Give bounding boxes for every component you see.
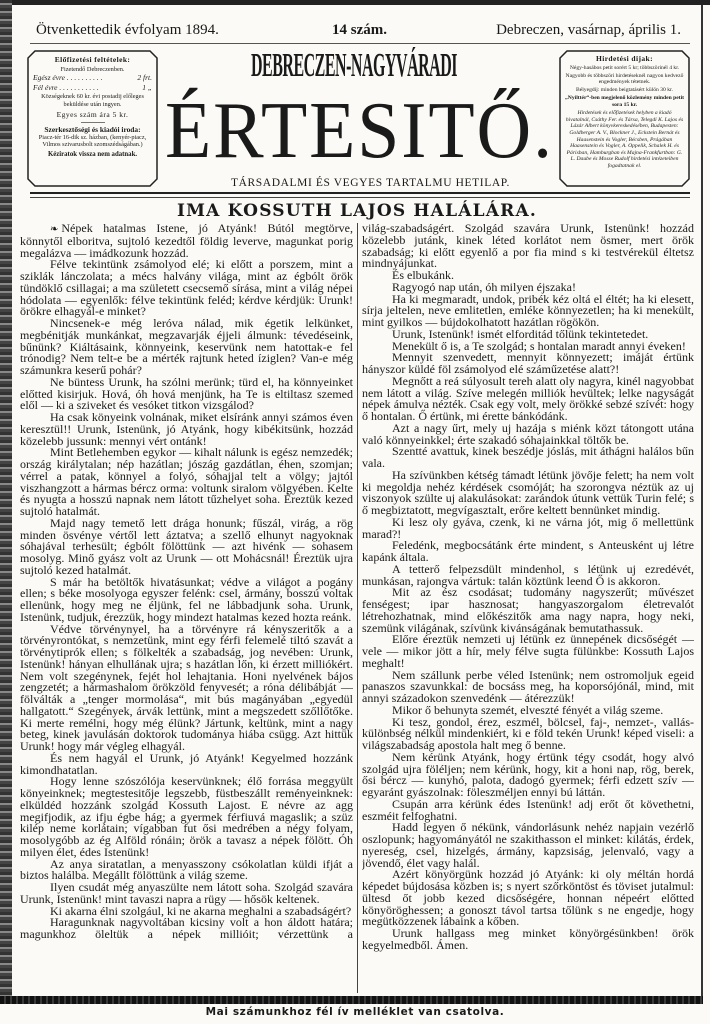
article-paragraph: A tetterő felpezsdült mindenhol, s létünk uj ezredévét, munkásan, rajongva vártuk: talán köztünk leend Ő is akkoron. bbox=[362, 561, 694, 588]
masthead-subtitle: TÁRSADALMI ÉS VEGYES TARTALMU HETILAP. bbox=[231, 177, 510, 189]
article-paragraph: Nincsenek-e még leróva nálad, mik égetik lelkünket, megbénitják munkánkat, megzavarják éjjeli álmunk: tévedéseink, bűnünk? Kiáltásaink, könnyeink, keservünk nem hatottak-e fel trónodig? Nem telt-e be a mérték rajtunk heted íziglen? Van-e még számunkra keserű pohár? bbox=[20, 316, 353, 377]
ads-line: Hirdetések és előfizetések helyben a kiadó hivatalnál, Csáthy Fer. és Társa, Telegdi K. Lajos és Lázár Albert könyvkereskedésében, Budapesten: Goldberger A. V., Blockner J., Eckstein Bernát és Haasenstein és Vogler, Bécsben, Prágában Haasenstein és Vogler, A. Oppelik, Schalek H. és Párisban, Hamburgban és Majna-Frankfurtban: G. L. Daube és Mosse Rudolf hirdetési intézeteiben fogadtatnak el. bbox=[565, 110, 684, 169]
decorative-left-border bbox=[0, 0, 12, 1000]
article-paragraph: Haragunknak nagyvoltában kicsiny volt a hon áldott határa; magunkhoz öleltük a népek millióit; vérzettünk a bbox=[20, 915, 353, 941]
article-paragraph: Urunk hallgass meg minket könyörgésünkben! örök kegyelmedből. Ámen. bbox=[362, 926, 694, 952]
ads-line: Bélyegdij: minden beigtatásért külön 30 kr. bbox=[576, 87, 673, 94]
masthead-double-rule bbox=[30, 192, 690, 198]
article-paragraph: világ-szabadságért. Szolgád szavára Urunk, Istenünk! hozzád közelebb jutánk, kinek léted korlátot nem ösmer, mert örök szabadság; ki előtt egyenlő a por fia mind s ki testvérekül éltetsz mindnyájunkat. bbox=[362, 223, 694, 271]
ads-line: Négy-hasábos petit sorért 5 kr; többszörinél 4 kr. bbox=[569, 64, 680, 71]
right-border bbox=[701, 5, 703, 1000]
article-paragraph: Csupán arra kérünk édes Istenünk! adj erőt őt követhetni, eszméit felfoghatni. bbox=[362, 796, 694, 823]
price-label: Fél évre . . . . . . . . . . . bbox=[33, 83, 99, 93]
article-paragraph: És elbukánk. bbox=[392, 268, 454, 282]
price-value: 1 „ bbox=[142, 83, 152, 93]
article-paragraph: Ha csak könyeink volnának, miket elsíránk annyi számos éven keresztül!! Urunk, Istenünk, jó Atyánk, hogy kibékitsünk, hozzád közelebb jussunk: mennyi vért ontánk! bbox=[20, 410, 353, 448]
payable-note: Fizetendő Debreczenben. bbox=[60, 65, 125, 73]
supplement-note: Mai számunkhoz fél ív melléklet van csatolva. bbox=[205, 1006, 505, 1018]
article-paragraph: Hogy lenne szószólója keservünknek; élő forrása meggyült könyeinknek; megtestesitője legszebb, füstbeszállt reményeinknek: elküldéd hozzánk szolgád Kossuth Lajost. E névre az agg megifjodik, az ifju égbe hág; a gyermek férfiuvá magaslik; a szüz kilép neme korlátain; vígabban fut ősi medrében a négy folyam, mosolygóbb az ég Alföld rónáin; örök a tavasz a népek fölött. Óh milyen élet, édes Istenünk! bbox=[20, 774, 353, 859]
article-paragraph: Hadd legyen ő nékünk, vándorlásunk nehéz napjain vezérlő oszlopunk; hagyományától ne szakithasson el minket: kilátás, érdek, nyereség, csel, hizelgés, ármány, kapzsiság, jelenvaló, vagy a jövendő, élet vagy halál. bbox=[362, 820, 694, 870]
price-value: 2 frt. bbox=[137, 73, 152, 83]
article-column-1 bbox=[20, 223, 353, 995]
manuscripts-note: Kéziratok vissza nem adatnak. bbox=[47, 150, 138, 158]
article-paragraph: Azt a nagy űrt, mely uj hazája s miénk közt tátongott utána való könnyeinkkel; érte szakadó sóhajainkkal töltők be. bbox=[362, 420, 694, 447]
office-heading: Szerkesztőségi és kiadói iroda: bbox=[44, 124, 141, 134]
single-copy-price: Egyes szám ára 5 kr. bbox=[56, 110, 129, 120]
price-row bbox=[33, 73, 152, 83]
fleuron-icon: ❧ bbox=[50, 224, 59, 235]
article-paragraph: Szentté avattuk, kinek beszédje jóslás, mit áthágni halálos bűn vala. bbox=[362, 444, 694, 470]
article-paragraph: Majd nagy temető lett drága honunk; fűszál, virág, a rög minden ösvénye vértől lett áztatva; a szellő elhunyt nagyoknak sóhajával terhesült; égbólt fölöttünk — azt hivénk — sohasem mosolyg. Minő gyász volt az Urunk — ott Mohácsnál! Éreztük ujra sujtoló kezed hatalmát. bbox=[20, 515, 353, 577]
article-paragraph: Megnőtt a reá súlyosult tereh alatt oly nagyra, kinél nagyobbat nem látott a világ. Szíve melegén milliók hevültek; lelke nagyságát népek ámulva nézték. Csak egy volt, mely örökké sebzé szívét: hogy ő hontalan. Ő értünk, mi érette bánkódánk. bbox=[362, 373, 694, 423]
advertising-rates-box bbox=[559, 50, 690, 187]
article-paragraph: Nem szállunk perbe véled Istenünk; nem ostromoljuk egeid panaszos szavunkkal: de bocsáss meg, ha koporsójónál, mind, mit annyi századokon szenvedénk — átérezzük! bbox=[362, 667, 694, 705]
article-paragraph bbox=[20, 223, 353, 259]
paragraph-text: Népek hatalmas Istene, jó Atyánk! Bútól megtörve, könnytől elboritva, sujtoló kezedtől földig leverve, magunkat porig megalázva — imádkozunk hozzád. bbox=[20, 223, 353, 260]
article-paragraph: S már ha betöltők hivatásunkat; védve a világot a pogány ellen; s béke mosolyoga egyszer felénk: csel, ármány, bosszú voltak ellenünk, hogy meg ne éljünk, fel ne lábbadjunk soha. Urunk, Istenünk, tudjuk, érezzük, hogy mindezt hatalmas kezed hozta reánk. bbox=[20, 574, 353, 624]
postage-note: Községeknek 60 kr. évi postadij előleges beküldése után ingyen. bbox=[41, 93, 144, 108]
divider bbox=[81, 122, 105, 123]
top-border bbox=[0, 0, 710, 5]
price-label: Egész évre . . . . . . . . . . bbox=[33, 73, 103, 83]
ads-line: Nagyobb és többszöri hirdetéseknél nagyon kedvező engedmények tétetnek. bbox=[565, 72, 684, 86]
article-paragraph: Félve tekintünk zsámolyod elé; ki előtt a porszem, mint a sziklák lánczolata; a mécs halvány világa, mint az égbólt örök tündöklő csillagai; a ma született csecsemő sírása, mint a világ népei hódolata — egyenlők: félve tekintünk feléd; kérdve kérdjük: Urunk! örökre elhagyál-e minket? bbox=[20, 257, 353, 319]
masthead-line1: DEBRECZEN-NAGYVÁRADI bbox=[251, 47, 458, 84]
volume-year: Ötvenkettedik évfolyam 1894. bbox=[36, 22, 219, 38]
article-paragraph: Az anya siratatlan, a menyasszony csókolatlan küldi ifját a biztos halálba. Megállt fölöttünk a világ szeme. bbox=[20, 856, 353, 883]
subscription-box bbox=[27, 50, 158, 187]
article-paragraph: Mint Betlehemben egykor — kihalt nálunk is egész nemzedék; ország királytalan; nép hazátlan; jószág gazdátlan, éhen, szomjan; vérrel a patak, könnyel a folyó, sóhajjal telt a völgy; jajtól viszhangzott a hármas bércz orma: voltunk siralom völgyében. Kelte és nyugta a hosszú napnak nem látott tűzhelyet soha. Éreztük kezed sujtoló hatalmát. bbox=[20, 445, 353, 518]
ads-heading: Hirdetési dijak: bbox=[595, 54, 654, 63]
article-paragraph: Mennyit szenvedett, mennyit könnyezett; imáját értünk hányszor küldé föl zsámolyod elé száműzetése alatt?! bbox=[362, 350, 694, 376]
article-paragraph: Ha szívünkben kétség támadt létünk jövője felett; ha nem volt ki megoldja nehéz kérdések csomóját; ha szorongva néztük az uj viszonyok szülte uj alakulásokat: zarándok útunk vettük Turin felé; s ő megbiztatott, megvígasztalt, erőre keltett bennünket mindig. bbox=[362, 467, 694, 517]
article-paragraph: Ilyen csudát még anyaszülte nem látott soha. Szolgád szavára Urunk, Istenünk! mint tavaszi napra a rügy — hősök keltenek. bbox=[20, 880, 353, 906]
article-paragraph: Menekült ő is, a Te szolgád; s hontalan maradt annyi éveken! bbox=[392, 338, 686, 353]
article-paragraph: Ragyogó nap után, óh milyen éjszaka! bbox=[392, 279, 576, 294]
price-row bbox=[33, 83, 152, 93]
article-paragraph: Előre éreztük nemzeti uj létünk ez ünnepének dicsőségét — vele — mikor jött a hír, mely félve sugta fülünkbe: Kossuth Lajos meghalt! bbox=[362, 632, 694, 670]
article-paragraph: Feledénk, megbocsátánk érte mindent, s Anteusként uj létre kapánk általa. bbox=[362, 538, 694, 564]
article-paragraph: Ha ki megmaradt, undok, pribék kéz oltá el éltét; ha ki elesett, sírja jeltelen, neve emlitetlen, emléke könnyezetlen; ha ki menekült, mint gyilkos — bújdokolhatott hazátlan rögökön. bbox=[362, 291, 694, 329]
article-paragraph: Mit az ész csodásat; tudomány nagyszerűt; művészet fenségest; ipar hasznosat; hangyaszorgalom életrevalót létrehozhatnak, mind előkészitők ama nagy napra, hogy neki, szemünk világának, szívünk kivánságának bemutathassuk. bbox=[362, 585, 694, 635]
ads-line: „Nyilttér“-ben megjelenő közlemény minden petit sora 15 kr. bbox=[565, 95, 685, 109]
header-rule bbox=[30, 43, 690, 44]
article-paragraph: Azért könyörgünk hozzád jó Atyánk: ki oly méltán hordá képedet bújdosása közben is; s nyert szőrköntöst és töviset jutalmul: ültesd őt jobb kezed dicsőségére, honnan népeért előtted könyöröghessen; a gonoszt távol tartsa tőlünk s ne engedje, hogy megütközzenek lábaink a kőben. bbox=[362, 867, 694, 929]
masthead-title: ÉRTESITŐ. bbox=[165, 87, 554, 175]
article-paragraph: Ki tesz, gondol, érez, eszmél, bölcsel, faj-, nemzet-, vallás-különbség nélkül mindenkiért, ki e föld tekén Urunk! képed viseli: a világszabadság apostola halt meg ő benne. bbox=[362, 714, 694, 752]
column-divider bbox=[357, 223, 358, 993]
article-paragraph: Mikor ő behunyta szemét, elveszté fényét a világ szeme. bbox=[392, 702, 664, 717]
bottom-border bbox=[0, 996, 703, 1004]
article-column-2 bbox=[362, 223, 694, 995]
subscription-heading: Előfizetési feltételek: bbox=[54, 55, 131, 64]
article-paragraph: Urunk, Istenünk! ismét elforditád tőlünk tekintetedet. bbox=[392, 326, 649, 341]
article-paragraph: Nem kérünk Atyánk, hogy értünk tégy csodát, hogy alvó szolgád ujra föléljen; nem kérünk, hogy, kit a honi nap, rög, berek, ősi bércz — kunyhó, palota, dadogó gyermek; férfi edzett szív — egyaránt gyászolnak: föleszméljen ennyi bú láttán. bbox=[362, 749, 694, 799]
article-paragraph: És nem hagyál el Urunk, jó Atyánk! Kegyelmed hozzánk kimondhatatlan. bbox=[20, 750, 353, 777]
article-paragraph: Ki lesz oly gyáva, czenk, ki ne várna jót, mig ő mellettünk marad?! bbox=[362, 514, 694, 541]
article-paragraph: Ki akarna élni szolgául, ki ne akarna meghalni a szabadságért? bbox=[50, 903, 352, 918]
article-title: IMA KOSSUTH LAJOS HALÁLÁRA. bbox=[176, 201, 537, 221]
issue-number: 14 szám. bbox=[332, 22, 387, 38]
place-date: Debreczen, vasárnap, április 1. bbox=[496, 22, 681, 38]
article-paragraph: Ne büntess Urunk, ha szólni merünk; türd el, ha könnyeinket előtted kisirjuk. Hová, óh hová menjünk, ha Te is eltiltasz szemed elől — ki a sziveket és vesóket titkon vizsgálod? bbox=[20, 374, 353, 413]
article-paragraph: Védve törvénynyel, ha a törvényre rá kényszeritők a a törvényrontókat, s nemzetünk, mint egy férfi felemelé tiltó szavát a törvénytiprók ellen; s fölkelték a szabadság, jog nevében: Urunk, Istenünk! hányan elhullának ujra; s hazátlan lőn, ki érzett milliókért. Nem volt szegénynek, fejét hol lehajtania. Honi nyelvének bájos zengzetét; a hármashalom örökzöld fenyvesét; a róna délibábját — fölválták a „tenger mormolása“, mit bús magányában „egyedül hallgatott.“ Szegények, árvák lettünk, mint a megszedett szőllőtőke. Ki merte remélni, hogy még élünk? Jártunk, keltünk, mint a nagy beteg, kinek javulásán doktorok tudománya hiába csügg. Azt hittük Urunk! hogy már végleg elhagyál. bbox=[20, 621, 353, 753]
office-address: Piacz-tér 16-dik sz. házban, (kenyér-piacz, Vilmos szivarusbolt szomszédságában.) bbox=[38, 133, 147, 149]
